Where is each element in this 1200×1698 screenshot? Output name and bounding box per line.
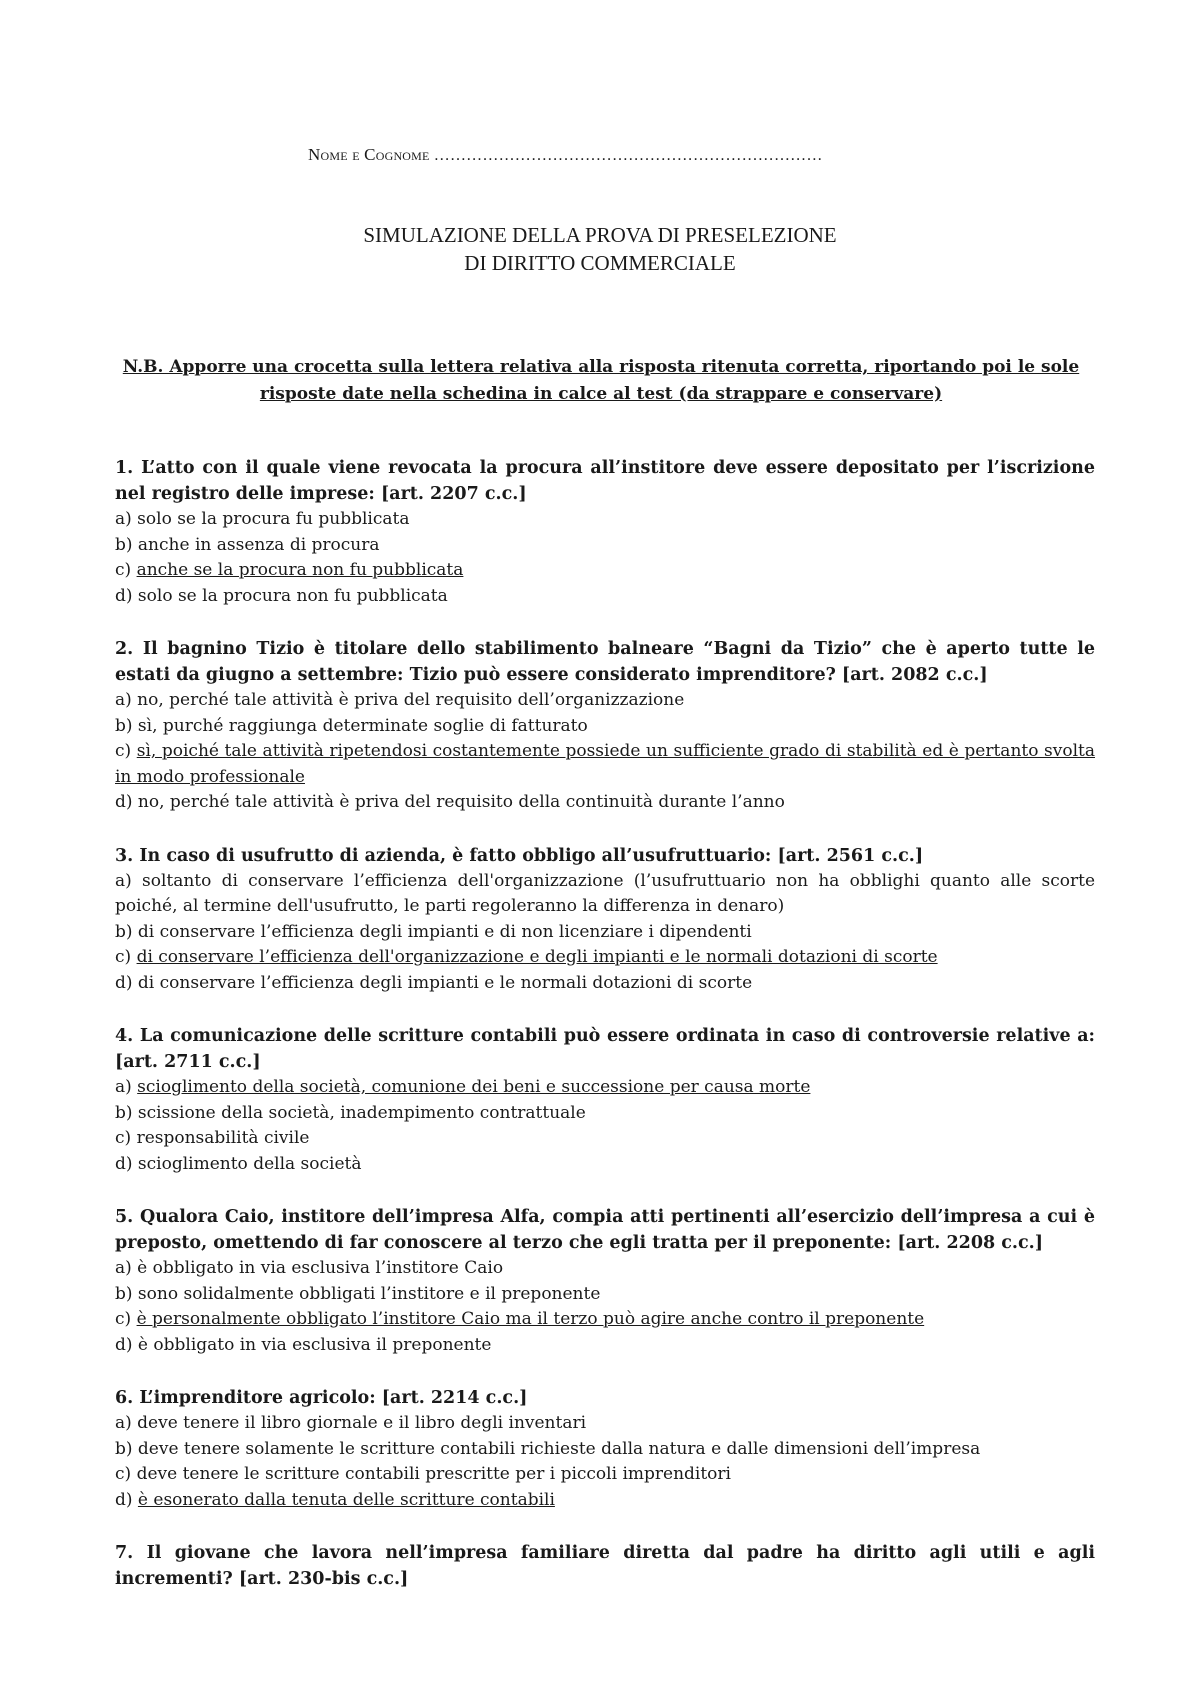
option-letter: d) xyxy=(115,1334,138,1355)
answer-option xyxy=(115,1411,1095,1437)
question-text: 6. L’imprenditore agricolo: [art. 2214 c.c.] xyxy=(115,1388,528,1408)
option-letter: c) xyxy=(115,947,137,967)
option-text: sì, purché raggiunga determinate soglie di fatturato xyxy=(137,715,588,736)
option-text: deve tenere solamente le scritture contabili richieste dalla natura e dalle dimensioni dell’impresa xyxy=(137,1438,981,1459)
option-text: è obbligato in via esclusiva l’institore Caio xyxy=(137,1258,504,1278)
option-text: no, perché tale attività è priva del requisito dell’organizzazione xyxy=(137,690,685,710)
answer-option xyxy=(115,558,1095,584)
question-text: 3. In caso di usufrutto di azienda, è fatto obbligo all’usufruttuario: [art. 2561 c.c.] xyxy=(115,845,924,866)
option-text: scioglimento della società xyxy=(137,1153,362,1174)
name-label: Nome e Cognome xyxy=(308,145,430,164)
option-text-correct: è personalmente obbligato l’institore Caio ma il terzo può agire anche contro il preponente xyxy=(136,1309,925,1329)
instructions-note: N.B. Apporre una crocetta sulla lettera relativa alla risposta ritenuta corretta, riportando poi le sole risposte date nella schedina in calce al test (da strappare e conservare) xyxy=(122,357,1080,404)
option-letter: c) xyxy=(115,1128,137,1148)
option-text-correct: sì, poiché tale attività ripetendosi costantemente possiede un sufficiente grado di stabilità ed è pertanto svolta in modo professionale xyxy=(115,741,1095,787)
question-block xyxy=(115,1023,1095,1177)
answer-option xyxy=(115,1152,1095,1178)
option-letter: b) xyxy=(115,715,138,736)
question-block xyxy=(115,636,1095,816)
answer-option xyxy=(115,1126,1095,1152)
answer-option xyxy=(115,1462,1095,1488)
option-letter: a) xyxy=(115,870,142,891)
option-letter: d) xyxy=(115,972,138,993)
name-field xyxy=(308,145,823,165)
option-text: solo se la procura fu pubblicata xyxy=(137,509,410,529)
option-letter: a) xyxy=(115,509,138,529)
question-text: 4. La comunicazione delle scritture contabili può essere ordinata in caso di controversie relative a: [art. 2711 c.c.] xyxy=(115,1026,1095,1072)
option-text: scissione della società, inadempimento contrattuale xyxy=(137,1102,586,1123)
answer-option xyxy=(115,1282,1095,1308)
option-letter: c) xyxy=(115,1464,137,1484)
answer-option xyxy=(115,869,1095,920)
answer-option xyxy=(115,533,1095,559)
option-text: solo se la procura non fu pubblicata xyxy=(137,585,448,606)
question-text: 7. Il giovane che lavora nell’impresa familiare diretta dal padre ha diritto agli utili e agli incrementi? [art. 230-bis c.c.] xyxy=(115,1543,1095,1589)
answer-option xyxy=(115,584,1095,610)
answer-option xyxy=(115,739,1095,790)
option-letter: c) xyxy=(115,1309,137,1329)
name-dots: ……………………………………………………………… xyxy=(433,147,823,164)
option-letter: b) xyxy=(115,1438,138,1459)
option-letter: b) xyxy=(115,1283,138,1304)
option-text-correct: anche se la procura non fu pubblicata xyxy=(136,560,464,580)
answer-option xyxy=(115,945,1095,971)
answer-option xyxy=(115,688,1095,714)
option-letter: d) xyxy=(115,1153,138,1174)
answer-option xyxy=(115,1437,1095,1463)
question-text: 1. L’atto con il quale viene revocata la procura all’institore deve essere depositato per l’iscrizione nel registro delle imprese: [art. 2207 c.c.] xyxy=(115,458,1095,504)
answer-option xyxy=(115,1101,1095,1127)
answer-option xyxy=(115,507,1095,533)
answer-option xyxy=(115,714,1095,740)
option-text: deve tenere il libro giornale e il libro degli inventari xyxy=(137,1413,587,1433)
option-letter: c) xyxy=(115,741,137,761)
option-text: no, perché tale attività è priva del requisito della continuità durante l’anno xyxy=(137,792,785,812)
option-letter: a) xyxy=(115,1077,138,1097)
answer-option xyxy=(115,1333,1095,1359)
option-letter: d) xyxy=(115,1489,138,1510)
option-letter: d) xyxy=(115,585,138,606)
question-block xyxy=(115,455,1095,609)
question-text: 5. Qualora Caio, institore dell’impresa Alfa, compia atti pertinenti all’esercizio dell’impresa a cui è preposto, omettendo di far conoscere al terzo che egli tratta per il preponente: [art. 2208 c.c.] xyxy=(115,1207,1095,1253)
option-text: di conservare l’efficienza degli impianti e le normali dotazioni di scorte xyxy=(137,972,753,993)
option-letter: b) xyxy=(115,921,138,942)
document-title-line-1: SIMULAZIONE DELLA PROVA DI PRESELEZIONE xyxy=(363,223,837,247)
option-letter: a) xyxy=(115,1258,138,1278)
option-text-correct: scioglimento della società, comunione dei beni e successione per causa morte xyxy=(137,1077,811,1097)
option-text: responsabilità civile xyxy=(136,1128,310,1148)
option-letter: a) xyxy=(115,1413,138,1433)
document-title-line-2: DI DIRITTO COMMERCIALE xyxy=(464,251,736,275)
answer-option xyxy=(115,790,1095,816)
answer-option xyxy=(115,1307,1095,1333)
answer-option xyxy=(115,1075,1095,1101)
question-block xyxy=(115,1204,1095,1358)
question-block xyxy=(115,1385,1095,1513)
option-text: è obbligato in via esclusiva il preponente xyxy=(137,1334,492,1355)
option-text: soltanto di conservare l’efficienza dell'organizzazione (l’usufruttuario non ha obblighi quanto alle scorte poiché, al termine dell'usufrutto, le parti regoleranno la differenza in denaro) xyxy=(115,870,1096,916)
option-text: anche in assenza di procura xyxy=(137,534,380,555)
question-list xyxy=(115,455,1095,1619)
question-block xyxy=(115,843,1095,997)
option-letter: a) xyxy=(115,690,138,710)
option-text-correct: è esonerato dalla tenuta delle scritture contabili xyxy=(137,1489,555,1510)
question-text: 2. Il bagnino Tizio è titolare dello stabilimento balneare “Bagni da Tizio” che è aperto tutte le estati da giugno a settembre: Tizio può essere considerato imprenditore? [art. 2082 c.c.] xyxy=(115,639,1095,685)
option-text: deve tenere le scritture contabili prescritte per i piccoli imprenditori xyxy=(136,1464,731,1484)
answer-option xyxy=(115,1488,1095,1514)
option-text: sono solidalmente obbligati l’institore e il preponente xyxy=(137,1283,601,1304)
option-letter: c) xyxy=(115,560,137,580)
option-letter: d) xyxy=(115,792,138,812)
option-text-correct: di conservare l’efficienza dell'organizzazione e degli impianti e le normali dotazioni di scorte xyxy=(136,947,938,967)
question-block xyxy=(115,1540,1095,1592)
answer-option xyxy=(115,1256,1095,1282)
option-letter: b) xyxy=(115,534,138,555)
answer-option xyxy=(115,920,1095,946)
option-text: di conservare l’efficienza degli impianti e di non licenziare i dipendenti xyxy=(137,921,752,942)
answer-option xyxy=(115,971,1095,997)
option-letter: b) xyxy=(115,1102,138,1123)
